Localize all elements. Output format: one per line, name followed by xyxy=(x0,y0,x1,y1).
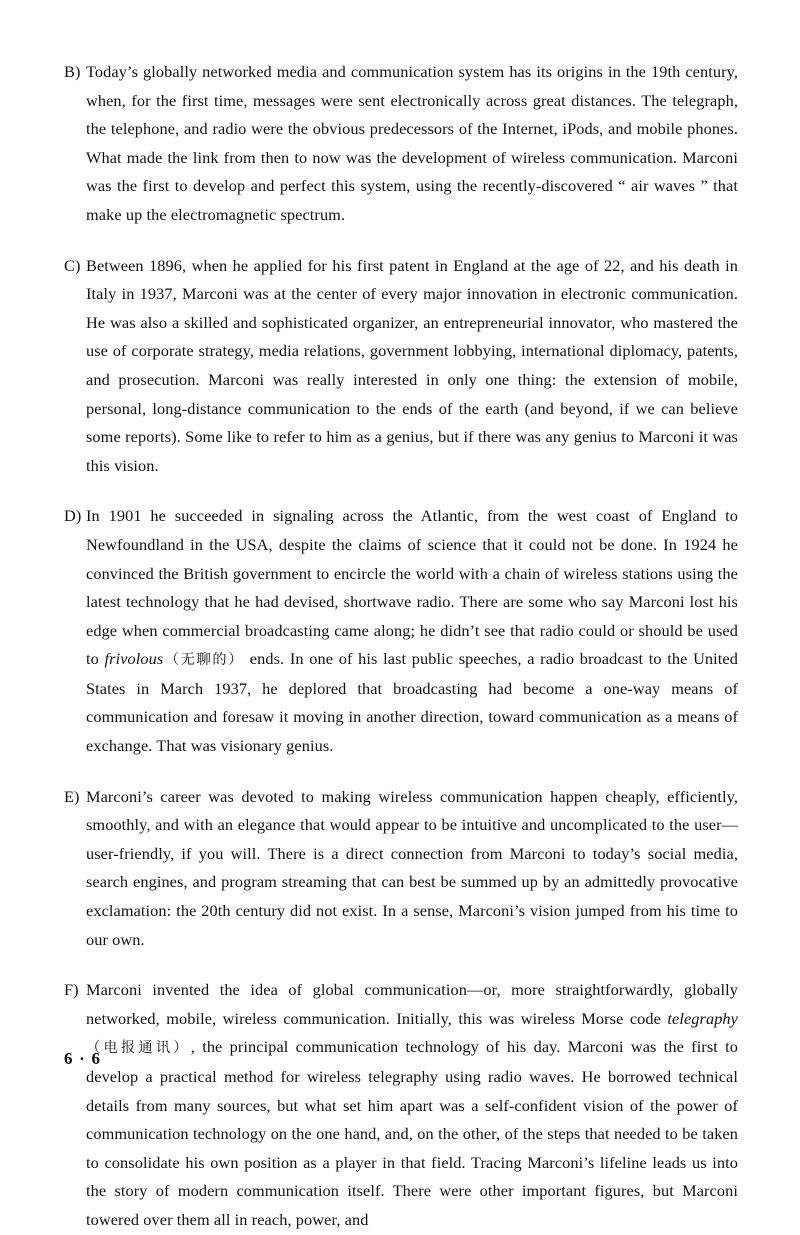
article-body xyxy=(64,58,738,1235)
paragraph-d-text-part1: In 1901 he succeeded in signaling across the Atlantic, from the west coast of England to Newfoundland in the USA, despite the claims of science that it could not be done. In 1924 he convinced the British government to encircle the world with a chain of wireless stations using the latest technology that he had devised, shortwave radio. There are some who say Marconi lost his edge when commercial broadcasting came along; he didn’t see that radio could or should be used to xyxy=(86,506,738,669)
paragraph-text-e: Marconi’s career was devoted to making wireless communication happen cheaply, efficiently, smoothly, and with an elegance that would appear to be intuitive and uncomplicated to the user—user-friendly, if you will. There is a direct connection from Marconi to today’s social media, search engines, and program streaming that can best be summed up by an admittedly provocative exclamation: the 20th century did not exist. In a sense, Marconi’s vision jumped from his time to our own. xyxy=(86,786,738,949)
paragraph-d xyxy=(64,502,738,760)
paragraph-e xyxy=(64,783,738,955)
paragraph-label-c: C) xyxy=(64,255,81,275)
paragraph-f-italic-term: telegraphy xyxy=(667,1008,738,1028)
paragraph-label-b: B) xyxy=(64,62,81,81)
paragraph-d-italic-term: frivolous xyxy=(104,649,164,669)
paragraph-f xyxy=(64,976,738,1234)
paragraph-text-c: Between 1896, when he applied for his first patent in England at the age of 22, and his death in Italy in 1937, Marconi was at the center of every major innovation in electronic communication. He was also a skilled and sophisticated organizer, an entrepreneurial innovator, who mastered the use of corporate strategy, media relations, government lobbying, international diplomacy, patents, and prosecution. Marconi was really interested in only one thing: the extension of mobile, personal, long-distance communication to the ends of the earth (and beyond, if we can believe some reports). Some like to refer to him as a genius, but if there was any genius to Marconi it was this vision. xyxy=(86,255,738,475)
paragraph-text-d xyxy=(86,502,738,760)
paragraph-label-f: F) xyxy=(64,980,79,1000)
paragraph-label-d: D) xyxy=(64,506,82,526)
paragraph-f-text-part1: Marconi invented the idea of global communication—or, more straightforwardly, globally networked, mobile, wireless communication. Initially, this was wireless Morse code xyxy=(86,980,738,1028)
paragraph-c xyxy=(64,252,738,481)
paragraph-d-text-part2: ends. In one of his last public speeches, a radio broadcast to the United States in March 1937, he deplored that broadcasting had become a one-way means of communication and foresaw it moving in another direction, toward communication as a means of exchange. That was visionary genius. xyxy=(86,649,738,756)
paragraph-f-text-part2: , the principal communication technology of his day. Marconi was the first to develop a practical method for wireless telegraphy using radio waves. He borrowed technical details from many sources, but what set him apart was a self-confident vision of the power of communication technology on the one hand, and, on the other, of the steps that needed to be taken to consolidate his own position as a player in that field. Tracing Marconi’s lifeline leads us into the story of modern communication itself. There were other important figures, but Marconi towered over them all in reach, power, and xyxy=(86,1037,739,1229)
paragraph-f-chinese-gloss: （电报通讯） xyxy=(86,1040,191,1057)
paragraph-text-b: Today’s globally networked media and communication system has its origins in the 19th century, when, for the first time, messages were sent electronically across great distances. The telegraph, the telephone, and radio were the obvious predecessors of the Internet, iPods, and mobile phones. What made the link from then to now was the development of wireless communication. Marconi was the first to develop and perfect this system, using the recently-discovered “ air waves ” that make up the electromagnetic spectrum. xyxy=(86,62,738,224)
paragraph-d-chinese-gloss: （无聊的） xyxy=(163,652,245,669)
paragraph-label-e: E) xyxy=(64,786,80,806)
paragraph-text-f xyxy=(86,976,738,1234)
paragraph-b xyxy=(64,58,738,230)
page-number: 6 · 6 xyxy=(64,1049,102,1068)
